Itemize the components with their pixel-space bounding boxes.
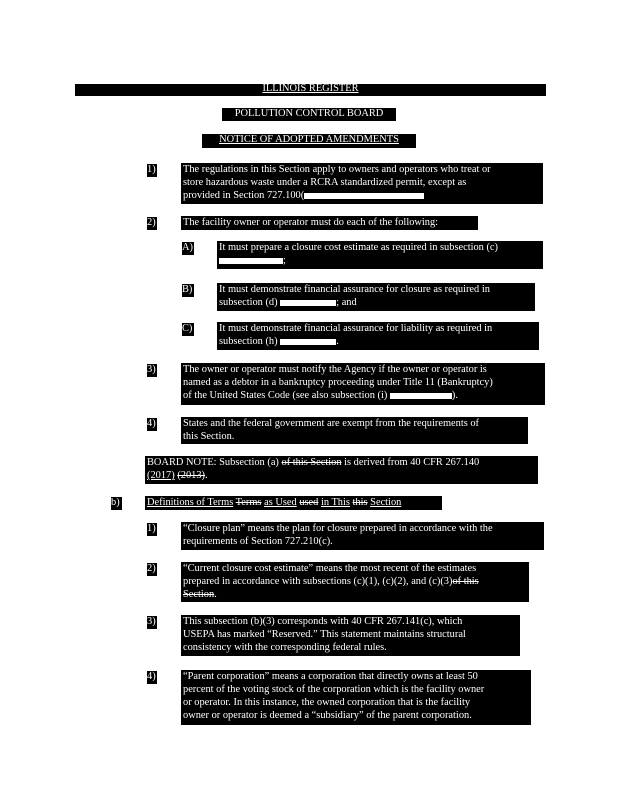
- item-c-line-2: subsection (h) .: [219, 336, 339, 347]
- item-3-line-1: The owner or operator must notify the Agency if the owner or operator is: [183, 364, 487, 375]
- section-b-heading: Definitions of Terms Terms as Used used in This this Section: [147, 497, 402, 508]
- section-b-label: b): [111, 497, 120, 508]
- item-b-line-1: It must demonstrate financial assurance for closure as required in: [219, 284, 490, 295]
- def-3-number: 3): [147, 616, 156, 627]
- item-b-number: B): [182, 284, 193, 295]
- def-4-line-3: or operator. In this instance, the owned corporation that is the facility: [183, 697, 471, 708]
- item-1-line-2: store hazardous waste under a RCRA standardized permit, except as: [183, 177, 467, 188]
- def-4-line-4: owner or operator is deemed a “subsidiary” of the parent corporation.: [183, 710, 472, 721]
- redaction-mark: [219, 258, 283, 264]
- redaction-mark: [280, 300, 336, 306]
- item-2-line-1: The facility owner or operator must do each of the following:: [183, 217, 439, 228]
- redaction-mark: [280, 339, 336, 345]
- item-1-number: 1): [147, 164, 156, 175]
- def-1-line-1: “Closure plan” means the plan for closure prepared in accordance with the: [183, 523, 493, 534]
- def-4-line-1: “Parent corporation” means a corporation that directly owns at least 50: [183, 671, 478, 682]
- board-title: POLLUTION CONTROL BOARD: [234, 108, 384, 119]
- def-2-line-1: “Current closure cost estimate” means the most recent of the estimates: [183, 563, 477, 574]
- item-4-line-1: States and the federal government are exempt from the requirements of: [183, 418, 480, 429]
- def-1-line-2: requirements of Section 727.210(c).: [183, 536, 333, 547]
- item-b-line-2: subsection (d) ; and: [219, 297, 357, 308]
- register-title: ILLINOIS REGISTER: [262, 83, 359, 94]
- item-3-line-3: of the United States Code (see also subsection (i) ).: [183, 390, 458, 401]
- redaction-mark: [304, 193, 424, 199]
- def-3-line-1: This subsection (b)(3) corresponds with 40 CFR 267.141(c), which: [183, 616, 463, 627]
- item-c-line-1: It must demonstrate financial assurance for liability as required in: [219, 323, 493, 334]
- def-4-line-2: percent of the voting stock of the corporation which is the facility owner: [183, 684, 485, 695]
- item-1-line-3: provided in Section 727.100(: [183, 190, 424, 203]
- def-2-number: 2): [147, 563, 156, 574]
- def-2-line-3: Section.: [183, 589, 217, 600]
- notice-title: NOTICE OF ADOPTED AMENDMENTS: [219, 134, 399, 145]
- item-a-line-1: It must prepare a closure cost estimate as required in subsection (c): [219, 242, 499, 253]
- board-note-line-2: (2017) (2013).: [147, 470, 208, 481]
- item-1-line-1: The regulations in this Section apply to owners and operators who treat or: [183, 164, 491, 175]
- item-3-line-2: named as a debtor in a bankruptcy proceeding under Title 11 (Bankruptcy): [183, 377, 493, 388]
- def-3-line-2: USEPA has marked “Reserved.” This statement maintains structural: [183, 629, 466, 640]
- item-3-number: 3): [147, 364, 156, 375]
- item-a-line-2: ;: [219, 255, 286, 268]
- item-a-number: A): [182, 242, 193, 253]
- redaction-mark: [390, 393, 452, 399]
- def-1-number: 1): [147, 523, 156, 534]
- item-4-line-2: this Section.: [183, 431, 235, 442]
- item-c-number: C): [182, 323, 193, 334]
- board-note-line-1: BOARD NOTE: Subsection (a) of this Section is derived from 40 CFR 267.140: [147, 457, 480, 468]
- def-4-number: 4): [147, 671, 156, 682]
- item-2-number: 2): [147, 217, 156, 228]
- def-2-line-2: prepared in accordance with subsections (c)(1), (c)(2), and (c)(3)of this: [183, 576, 479, 587]
- def-3-line-3: consistency with the corresponding federal rules.: [183, 642, 387, 653]
- item-4-number: 4): [147, 418, 156, 429]
